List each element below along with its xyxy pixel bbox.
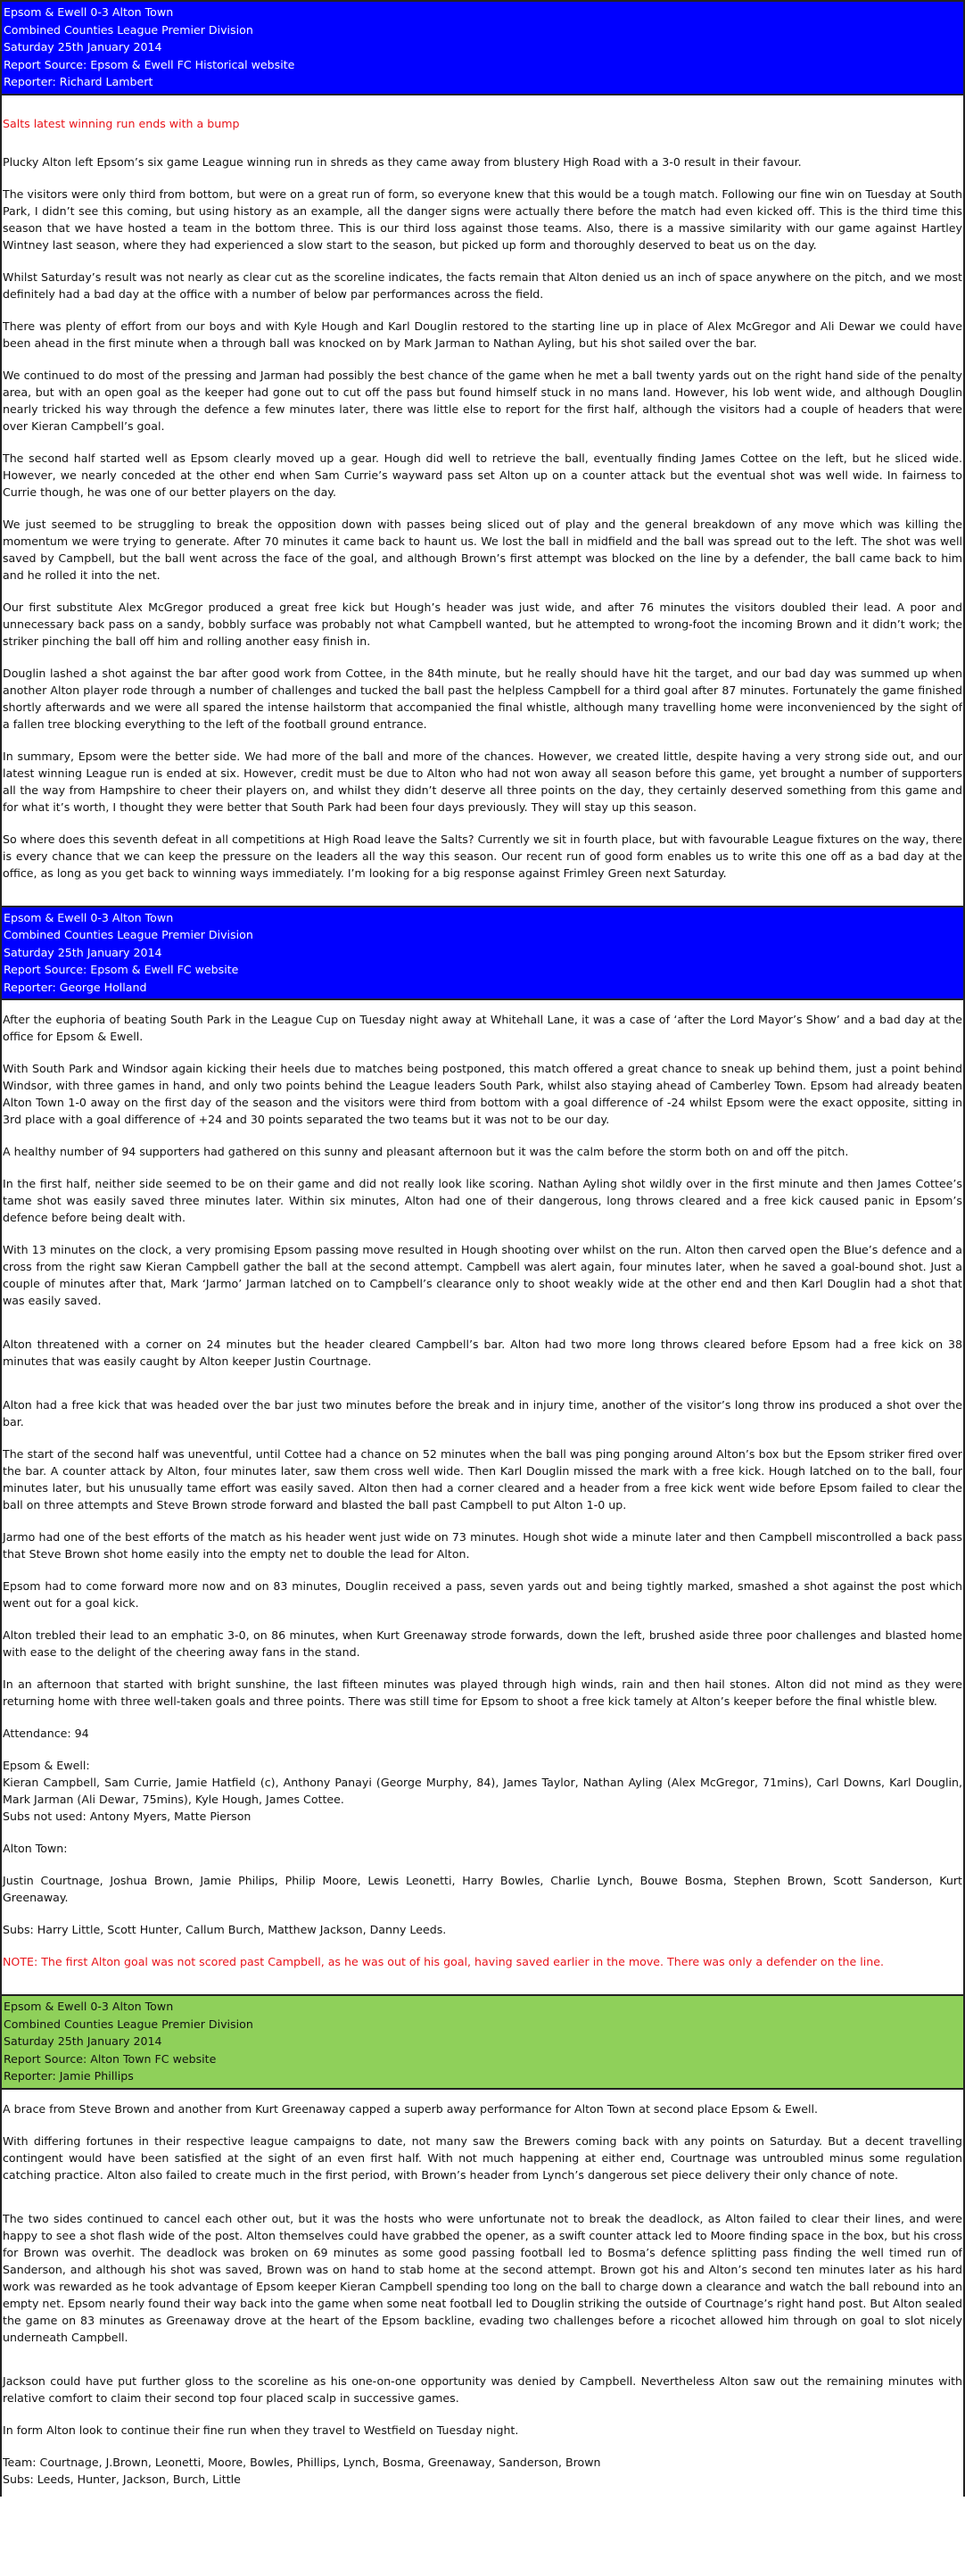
paragraph: So where does this seventh defeat in all competitions at High Road leave the Salts? Currently we sit in fourth place, but with favourable League fixtures on the way, there is every chance that we can keep the pressure on the leaders all the way this season. Our recent run of good form enables us to write this one off as a bad day at the office, as long as you get back to winning ways immediately. I’m looking for a big response against Frimley Green next Saturday. [3,832,962,880]
paragraph: The visitors were only third from bottom, but were on a great run of form, so everyone knew that this would be a tough match. Following our fine win on Tuesday at South Park, I didn’t see this coming, but using history as an example, all the danger signs were actually there before the match had even kicked off. This is the third time this season that we have hosted a team in the bottom three. This is our third loss against those teams. Also, there is a massive similarity with our game against Hartley Wintney last season, where they had experienced a slow start to the season, but picked up form and thoroughly deserved to beat us on the day. [3,186,962,252]
paragraph: After the euphoria of beating South Park in the League Cup on Tuesday night away at Whitehall Lane, it was a case of ‘after the Lord Mayor’s Show’ and a bad day at the office for Epsom & Ewell. [3,1013,962,1043]
paragraph: Jarmo had one of the best efforts of the match as his header went just wide on 73 minutes. Hough shot wide a minute later and then Campbell miscontrolled a back pass that Steve Brown shot home easily into the empty net to double the lead for Alton. [3,1530,962,1561]
match-date: Saturday 25th January 2014 [4,2034,162,2048]
team-lineup: Team: Courtnage, J.Brown, Leonetti, Moore, Bowles, Phillips, Lynch, Bosma, Greenaway, Sanderson, Brown [3,2455,601,2469]
epsom-subs: Subs not used: Antony Myers, Matte Pierson [3,1810,252,1823]
paragraph: Plucky Alton left Epsom’s six game League winning run in shreds as they came away from blustery High Road with a 3-0 result in their favour. [3,154,802,169]
epsom-lineup: Kieran Campbell, Sam Currie, Jamie Hatfield (c), Anthony Panayi (George Murphy, 84), James Taylor, Nathan Ayling (Alex McGregor, 71mins), Carl Downs, Karl Douglin, Mark Jarman (Ali Dewar, 75mins), Kyle Hough, James Cottee. [3,1776,962,1806]
paragraph: A brace from Steve Brown and another from Kurt Greenaway capped a superb away performance for Alton Town at second place Epsom & Ewell. [3,2101,819,2116]
alton-lineup: Justin Courtnage, Joshua Brown, Jamie Philips, Philip Moore, Lewis Leonetti, Harry Bowles, Charlie Lynch, Bouwe Bosma, Stephen Brown, Scott Sanderson, Kurt Greenaway. [3,1874,962,1904]
paragraph: The two sides continued to cancel each other out, but it was the hosts who were unfortunate not to break the deadlock, as Alton failed to clear their lines, and were happy to see a shot flash wide of the post. Alton themselves could have grabbed the opener, as a swift counter attack led to Moore finding space in the box, but his cross for Brown was overhit. The deadlock was broken on 69 minutes as some good passing football led to Bosma’s defence splitting pass finding the well timed run of Sanderson, and although his shot was saved, Brown was on hand to stab home at the second attempt. Brown got his and Alton’s second ten minutes later as his hard work was rewarded as he took advantage of Epsom keeper Kieran Campbell spending too long on the ball to charge down a clearance and watch the ball rebound into an empty net. Epsom nearly found their way back into the game when some neat football led to Douglin striking the outside of Courtnage’s right hand post. But Alton sealed the game on 83 minutes as Greenaway drove at the heart of the Epsom backline, evading two challenges before a ricochet allowed him through on goal to slot nicely underneath Campbell. [3,2211,962,2344]
epsom-label: Epsom & Ewell: [3,1759,90,1772]
match-score: Epsom & Ewell 0-3 Alton Town [4,2000,174,2013]
paragraph: In summary, Epsom were the better side. We had more of the ball and more of the chances. However, we created little, despite having a very strong side out, and our latest winning League run is ended at six. However, credit must be due to Alton who had not won away all season before this game, yet brought a number of supporters all the way from Hampshire to cheer their players on, and whilst they didn’t deserve all three points on the day, they certainly deserved something from this game and for what it’s worth, I thought they were better that South Park had been four days previously. They will stay up this season. [3,749,962,814]
reporter: Reporter: Jamie Phillips [4,2069,134,2083]
paragraph: We just seemed to be struggling to break the opposition down with passes being sliced out of play and the general breakdown of any move which was killing the momentum we were trying to generate. After 70 minutes it came back to haunt us. We lost the ball in midfield and the ball was spread out to the left. The shot was well saved by Campbell, but the ball went across the face of the goal, and although Brown’s first attempt was blocked on the line by a defender, the ball came back to him and he rolled it into the net. [3,517,962,582]
match-score: Epsom & Ewell 0-3 Alton Town [4,910,174,924]
report-alton-website [0,1994,965,2497]
team-subs: Subs: Leeds, Hunter, Jackson, Burch, Little [3,2472,241,2486]
paragraph: The start of the second half was uneventful, until Cottee had a chance on 52 minutes when the ball was ping ponging around Alton’s box but the Epsom striker fired over the bar. A counter attack by Alton, four minutes later, saw them cross well wide. Then Karl Douglin missed the mark with a free kick. Hough latched on to the ball, four minutes later, but his unusually tame effort was easily saved. Alton then had a corner cleared and a header from a free kick went wide before Epsom failed to clear the ball on three attempts and Steve Brown strode forward and blasted the ball past Campbell to put Alton 1-0 up. [3,1447,962,1512]
reporter: Reporter: Richard Lambert [4,75,153,88]
paragraph: Our first substitute Alex McGregor produced a great free kick but Hough’s header was just wide, and after 76 minutes the visitors doubled their lead. A poor and unnecessary back pass on a sandy, bobbly surface was probably not what Campbell wanted, but he attempted to wrong-foot the incoming Brown and it didn’t work; the striker pinching the ball off him and rolling another easy finish in. [3,600,962,648]
epsom-lineup-block [3,1757,962,1825]
competition: Combined Counties League Premier Division [4,928,253,941]
paragraph: With 13 minutes on the clock, a very promising Epsom passing move resulted in Hough shooting over whilst on the run. Alton then carved open the Blue’s defence and a cross from the right saw Kieran Campbell gather the ball at the second attempt. Campbell was alert again, four minutes later, when he saved a goal-bound shot. Just a couple of minutes after that, Mark ‘Jarmo’ Jarman latched on to Campbell’s clearance only to shoot weakly wide at the other end and then Karl Douglin had a shot that was easily saved. [3,1243,962,1307]
paragraph: With South Park and Windsor again kicking their heels due to matches being postponed, this match offered a great chance to sneak up behind them, just a point behind Windsor, with three games in hand, and only two points behind the League leaders South Park, whilst also staying ahead of Camberley Town. Epsom had already beaten Alton Town 1-0 away on the first day of the season and the visitors were third from bottom with a goal difference of -24 whilst Epsom were the exact opposite, sitting in 3rd place with a goal difference of +24 and 30 points separated the two teams but it was not to be our day. [3,1062,962,1126]
paragraph: Alton trebled their lead to an emphatic 3-0, on 86 minutes, when Kurt Greenaway strode forwards, down the left, brushed aside three poor challenges and blasted home with ease to the delight of the cheering away fans in the stand. [3,1628,962,1659]
report-note: NOTE: The first Alton goal was not scored past Campbell, as he was out of his goal, having saved earlier in the move. There was only a defender on the line. [3,1955,884,1968]
paragraph: Epsom had to come forward more now and on 83 minutes, Douglin received a pass, seven yards out and being tightly marked, smashed a shot against the post which went out for a goal kick. [3,1579,962,1610]
report-body [2,1000,963,1994]
attendance: Attendance: 94 [3,1727,89,1740]
paragraph: A healthy number of 94 supporters had gathered on this sunny and pleasant afternoon but it was the calm before the storm both on and off the pitch. [3,1145,849,1158]
alton-label: Alton Town: [3,1842,68,1855]
report-title: Salts latest winning run ends with a bump [3,116,240,130]
report-header [2,906,963,1001]
competition: Combined Counties League Premier Division [4,2017,253,2031]
paragraph: With differing fortunes in their respective league campaigns to date, not many saw the Brewers coming back with any points on Saturday. But a decent travelling contingent would have been satisfied at the sight of an even first half. With not much happening at either end, Courtnage was untroubled minus some regulation catching practice. Alton also failed to create much in the first period, with Brown’s header from Lynch’s dangerous set piece delivery their only chance of note. [3,2133,962,2182]
paragraph: In an afternoon that started with bright sunshine, the last fifteen minutes was played through high winds, rain and then hail stones. Alton did not mind as they were returning home with three well-taken goals and three points. There was still time for Epsom to shoot a free kick tamely at Alton’s keeper before the final whistle blew. [3,1677,962,1708]
report-body [2,95,963,906]
report-header [2,0,963,95]
match-score: Epsom & Ewell 0-3 Alton Town [4,5,174,19]
report-header [2,1994,963,2090]
match-date: Saturday 25th January 2014 [4,40,162,54]
competition: Combined Counties League Premier Division [4,22,253,37]
paragraph: Whilst Saturday’s result was not nearly as clear cut as the scoreline indicates, the facts remain that Alton denied us an inch of space anywhere on the pitch, and we most definitely had a bad day at the office with a number of below par performances across the field. [3,269,962,301]
report-source: Report Source: Alton Town FC website [4,2051,217,2066]
paragraph: In form Alton look to continue their fine run when they travel to Westfield on Tuesday night. [3,2423,519,2437]
report-source: Report Source: Epsom & Ewell FC Historical website [4,57,295,71]
paragraph: Alton had a free kick that was headed over the bar just two minutes before the break and in injury time, another of the visitor’s long throw ins produced a shot over the bar. [3,1398,962,1429]
paragraph: In the first half, neither side seemed to be on their game and did not really look like scoring. Nathan Ayling shot wildly over in the first minute and then James Cottee’s tame shot was easily saved three minutes later. Within six minutes, Alton had one of their dangerous, long throws cleared and a free kick caused panic in Epsom’s defence before being dealt with. [3,1177,962,1224]
paragraph: The second half started well as Epsom clearly moved up a gear. Hough did well to retrieve the ball, eventually finding James Cottee on the left, but he sliced wide. However, we nearly conceded at the other end when Sam Currie’s wayward pass set Alton up on a counter attack but the eventual shot was well wide. In fairness to Currie though, he was one of our better players on the day. [3,451,962,499]
alton-subs: Subs: Harry Little, Scott Hunter, Callum Burch, Matthew Jackson, Danny Leeds. [3,1923,447,1936]
paragraph: We continued to do most of the pressing and Jarman had possibly the best chance of the game when he met a ball twenty yards out on the right hand side of the penalty area, but with an open goal as the keeper had gone out to cut off the pass but found himself stuck in no mans land. However, his lob went wide, and although Douglin nearly tricked his way through the defence a few minutes later, there was little else to report for the first half, although the visitors had a couple of headers that were over Kieran Campbell’s goal. [3,368,962,433]
reporter: Reporter: George Holland [4,980,147,994]
report-epsom-website [0,906,965,1995]
match-date: Saturday 25th January 2014 [4,945,162,959]
paragraph: Alton threatened with a corner on 24 minutes but the header cleared Campbell’s bar. Alton had two more long throws cleared before Epsom had a free kick on 38 minutes that was easily caught by Alton keeper Justin Courtnage. [3,1338,962,1368]
report-source: Report Source: Epsom & Ewell FC website [4,963,239,976]
report-body [2,2090,963,2497]
paragraph: Douglin lashed a shot against the bar after good work from Cottee, in the 84th minute, but he really should have hit the target, and our bad day was summed up when another Alton player rode through a number of challenges and tucked the ball past the helpless Campbell for a third goal after 87 minutes. Fortunately the game finished shortly afterwards and we were all spared the intense hailstorm that accompanied the final whistle, although many travelling home were inconvenienced by the sight of a fallen tree blocking everything to the left of the football ground entrance. [3,666,962,731]
paragraph: Jackson could have put further gloss to the scoreline as his one-on-one opportunity was denied by Campbell. Nevertheless Alton saw out the remaining minutes with relative comfort to claim their second top four placed scalp in successive games. [3,2373,962,2405]
paragraph: There was plenty of effort from our boys and with Kyle Hough and Karl Douglin restored to the starting line up in place of Alex McGregor and Ali Dewar we could have been ahead in the first minute when a through ball was knocked on by Mark Jarman to Nathan Ayling, but his shot sailed over the bar. [3,319,962,350]
report-epsom-historical [0,0,965,906]
